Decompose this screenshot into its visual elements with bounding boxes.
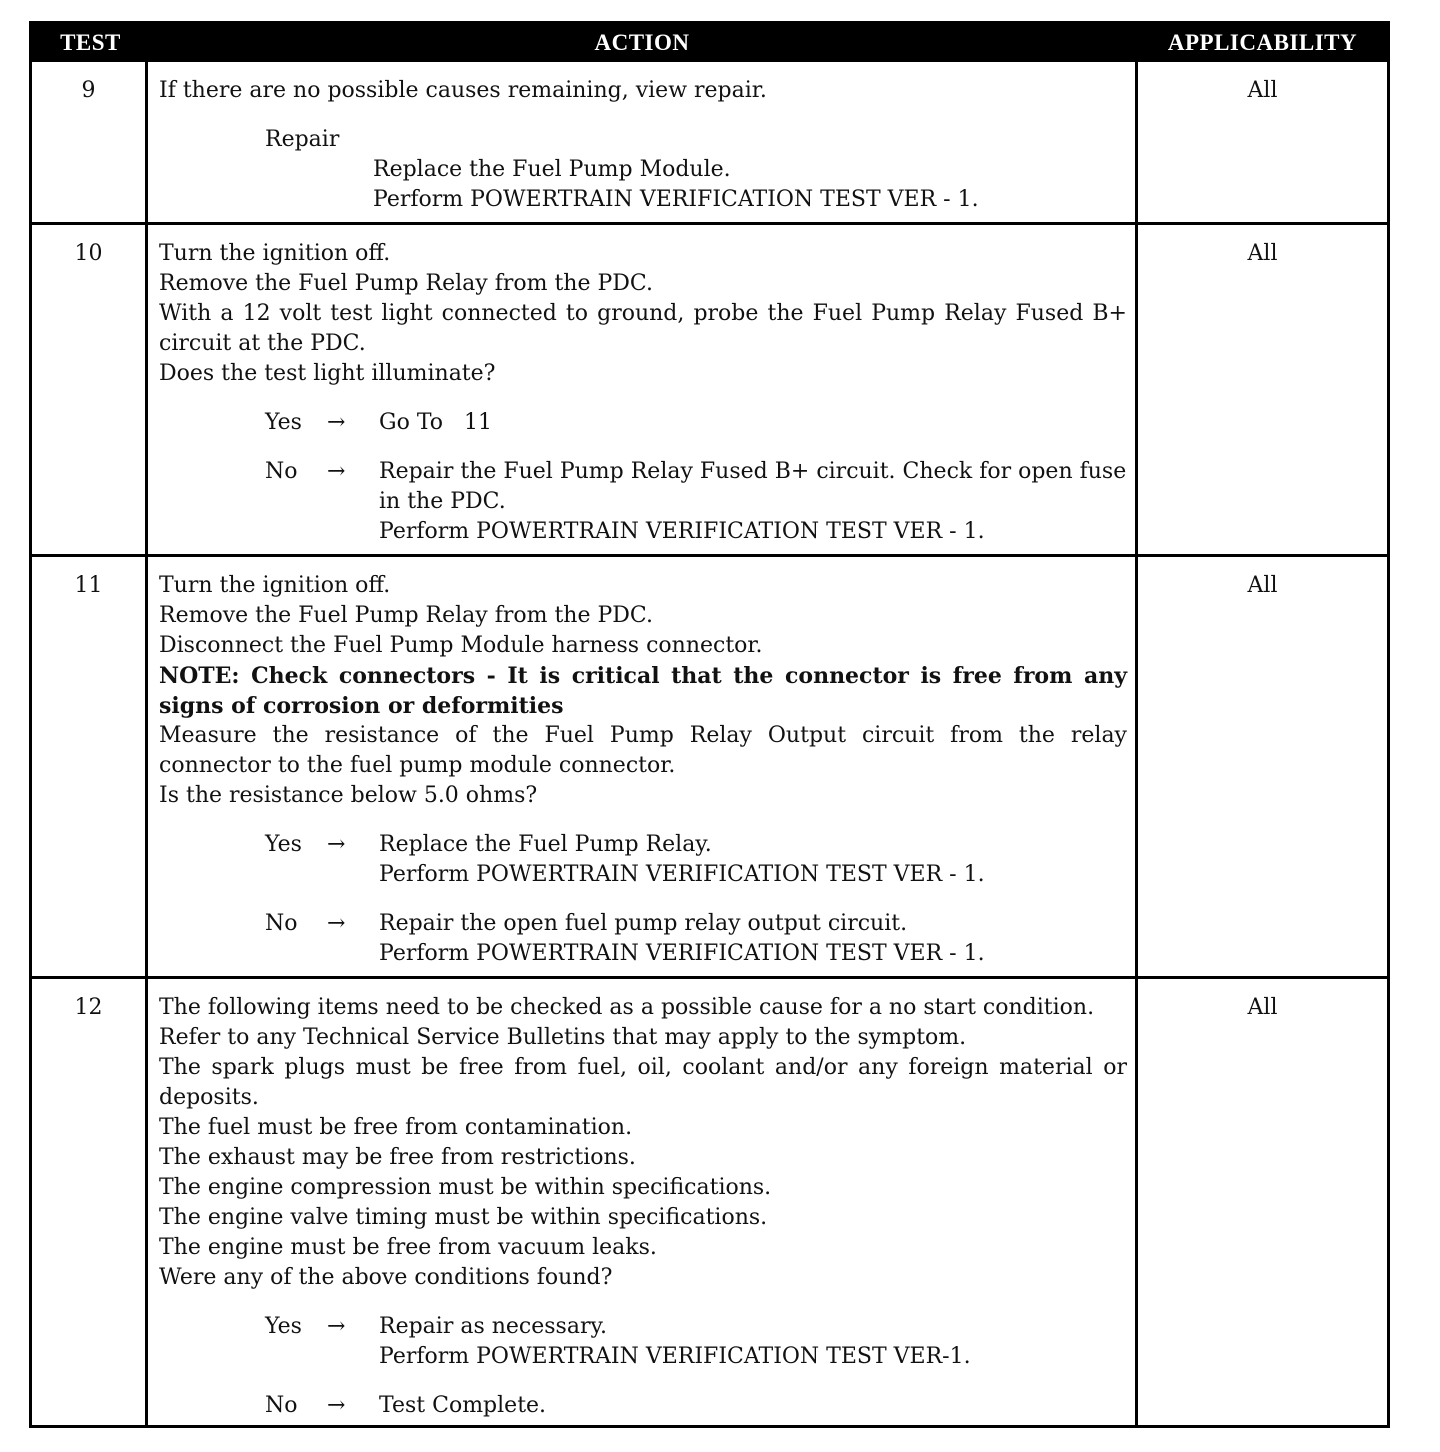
table-header (32, 24, 1387, 62)
yes-label: Yes (265, 410, 302, 435)
action-line: Turn the ignition off. (159, 241, 391, 266)
table-row (32, 979, 1387, 1425)
yes-text: Go To 11 (379, 410, 492, 435)
action-line: The engine must be free from vacuum leaks. (159, 1235, 657, 1260)
no-text: Perform POWERTRAIN VERIFICATION TEST VER - 1. (379, 941, 985, 966)
table-row (32, 225, 1387, 557)
yes-text: Perform POWERTRAIN VERIFICATION TEST VER - 1. (379, 862, 985, 887)
test-number: 9 (32, 62, 148, 222)
yes-branch (159, 1312, 1127, 1372)
yes-branch (159, 830, 1127, 890)
yes-text: Repair as necessary. (379, 1314, 607, 1339)
arrow-icon: → (327, 911, 346, 936)
action-line: The engine compression must be within specifications. (159, 1175, 772, 1200)
arrow-icon: → (327, 1393, 346, 1418)
yes-text: Perform POWERTRAIN VERIFICATION TEST VER-1. (379, 1344, 971, 1369)
action-cell (151, 225, 1135, 554)
repair-text: Replace the Fuel Pump Module. (373, 157, 731, 182)
action-cell (151, 557, 1135, 976)
no-text: Repair the open fuel pump relay output circuit. (379, 911, 908, 936)
header-action: ACTION (594, 30, 690, 55)
note-text: NOTE: Check connectors - It is critical that the connector is free from any signs of corrosion or deformities (159, 663, 1127, 719)
no-text: Repair the Fuel Pump Relay Fused B+ circuit. Check for open fuse in the PDC. (379, 459, 1127, 514)
repair-text: Perform POWERTRAIN VERIFICATION TEST VER - 1. (373, 187, 979, 212)
diagnostic-table (29, 21, 1390, 1428)
arrow-icon: → (327, 410, 346, 435)
applicability-value: All (1135, 225, 1387, 554)
action-line: Remove the Fuel Pump Relay from the PDC. (159, 603, 653, 628)
action-line: Does the test light illuminate? (159, 361, 496, 386)
action-line: Were any of the above conditions found? (159, 1265, 613, 1290)
action-line: Measure the resistance of the Fuel Pump Relay Output circuit from the relay connector to the fuel pump module connector. (159, 723, 1127, 778)
action-line: Disconnect the Fuel Pump Module harness connector. (159, 633, 763, 658)
action-line: With a 12 volt test light connected to ground, probe the Fuel Pump Relay Fused B+ circuit at the PDC. (159, 301, 1127, 356)
yes-text: Replace the Fuel Pump Relay. (379, 832, 712, 857)
action-line: Remove the Fuel Pump Relay from the PDC. (159, 271, 653, 296)
action-line: Refer to any Technical Service Bulletins that may apply to the symptom. (159, 1025, 967, 1050)
arrow-icon: → (327, 1314, 346, 1339)
action-line: If there are no possible causes remaining, view repair. (159, 78, 767, 103)
yes-label: Yes (265, 832, 302, 857)
table-row (32, 62, 1387, 225)
applicability-value: All (1135, 557, 1387, 976)
test-number: 10 (32, 225, 148, 554)
arrow-icon: → (327, 459, 346, 484)
action-line: Is the resistance below 5.0 ohms? (159, 783, 538, 808)
no-text: Test Complete. (379, 1393, 547, 1418)
action-line: The engine valve timing must be within specifications. (159, 1205, 768, 1230)
no-label: No (265, 911, 298, 936)
yes-label: Yes (265, 1314, 302, 1339)
no-label: No (265, 459, 298, 484)
no-branch (159, 457, 1127, 547)
applicability-value: All (1135, 979, 1387, 1425)
test-number: 11 (32, 557, 148, 976)
action-line: Turn the ignition off. (159, 573, 391, 598)
no-branch (159, 1391, 1127, 1421)
action-cell (151, 979, 1135, 1425)
header-test: TEST (60, 30, 121, 55)
action-line: The spark plugs must be free from fuel, oil, coolant and/or any foreign material or deposits. (159, 1055, 1127, 1110)
test-number: 12 (32, 979, 148, 1425)
applicability-value: All (1135, 62, 1387, 222)
action-line: The fuel must be free from contamination. (159, 1115, 633, 1140)
action-cell (151, 62, 1135, 222)
no-label: No (265, 1393, 298, 1418)
action-line: The following items need to be checked as a possible cause for a no start condition. (159, 995, 1095, 1020)
header-applicability: APPLICABILITY (1167, 30, 1358, 55)
no-text: Perform POWERTRAIN VERIFICATION TEST VER - 1. (379, 519, 985, 544)
action-line: The exhaust may be free from restrictions. (159, 1145, 636, 1170)
no-branch (159, 909, 1127, 969)
arrow-icon: → (327, 832, 346, 857)
yes-branch (159, 408, 1127, 438)
repair-label: Repair (265, 127, 340, 152)
table-row (32, 557, 1387, 979)
